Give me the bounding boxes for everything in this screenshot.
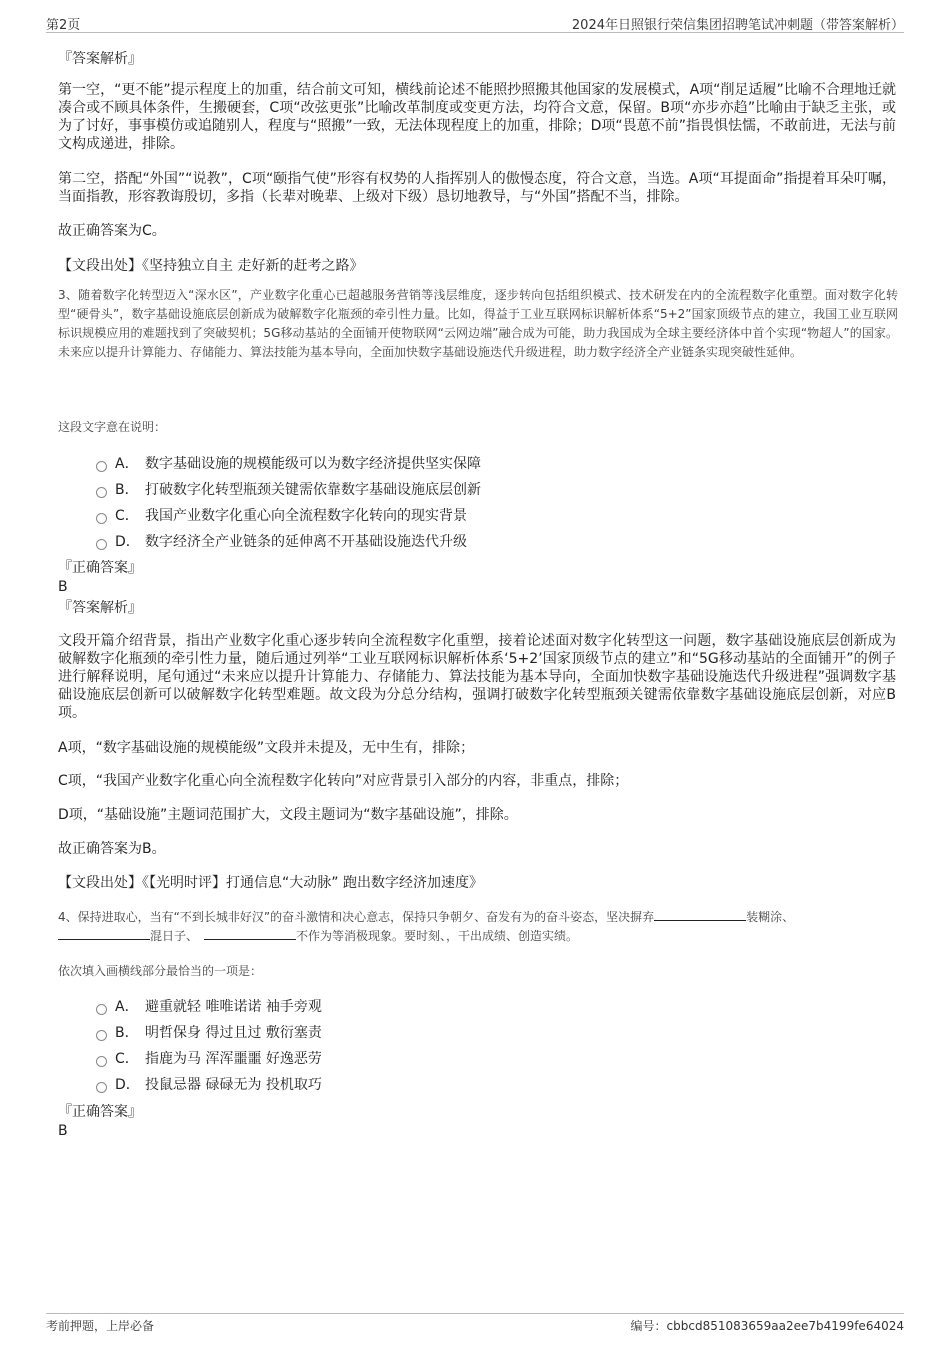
question-3-option-c[interactable]: C． 我国产业数字化重心向全流程数字化转向的现实背景 — [96, 507, 467, 525]
analysis-paragraph: 文段开篇介绍背景，指出产业数字化重心逐步转向全流程数字化重塑，接着论述面对数字化转型这一问题，数字基础设施底层创新成为破解数字化瓶颈的牵引性力量，随后通过列举“工业互联网标识解析体系‘5+2’国家顶级节点的建立”和“5G移动基站的全面铺开”的例子进行解释说明，尾句通过“未来应以提升计算能力、存储能力、算法技能为基本导向，全面加快数字基础设施迭代升级进程”强调数字基础设施底层创新可以破解数字化转型难题。故文段为分总分结构，强调打破数字化转型瓶颈关键需依靠数字基础设施底层创新，对应B项。 — [58, 633, 896, 721]
question-3-option-d[interactable]: D． 数字经济全产业链条的延伸离不开基础设施迭代升级 — [96, 533, 467, 551]
source-citation: 【文段出处】《坚持独立自主 走好新的赶考之路》 — [58, 258, 364, 274]
radio-button-icon[interactable] — [96, 1004, 107, 1015]
question-3-option-b[interactable]: B． 打破数字化转型瓶颈关键需依靠数字基础设施底层创新 — [96, 481, 481, 499]
answer-value: B — [58, 1123, 68, 1139]
question-4-option-d[interactable]: D． 投鼠忌器 碌碌无为 投机取巧 — [96, 1076, 322, 1094]
footer-slogan: 考前押题，上岸必备 — [46, 1319, 155, 1333]
question-3-prompt: 这段文字意在说明： — [58, 420, 167, 434]
radio-button-icon[interactable] — [96, 487, 107, 498]
question-4-option-b[interactable]: B． 明哲保身 得过且过 敷衍塞责 — [96, 1024, 322, 1042]
source-citation: 【文段出处】《【光明时评】打通信息“大动脉” 跑出数字经济加速度》 — [58, 875, 483, 891]
analysis-paragraph: 第一空，“更不能”提示程度上的加重，结合前文可知，横线前论述不能照抄照搬其他国家的发展模式，A项“削足适履”比喻不合理地迁就凑合或不顾具体条件，生搬硬套，C项“改弦更张”比喻改革制度或变更方法，均符合文意，保留。B项“亦步亦趋”比喻由于缺乏主张，或为了讨好，事事模仿或追随别人，程度与“照搬”一致，无法体现程度上的加重，排除；D项“畏葸不前”指畏惧怯懦，不敢前进，无法与前文构成递进，排除。 — [58, 82, 896, 152]
page-footer — [46, 1313, 904, 1335]
analysis-label: 『答案解析』 — [58, 600, 142, 616]
question-4-prompt: 依次填入画横线部分最恰当的一项是： — [58, 964, 263, 978]
analysis-paragraph: A项，“数字基础设施的规模能级”文段并未提及，无中生有，排除； — [58, 740, 475, 756]
question-4-stem: 4、保持进取心，当有“不到长城非好汉”的奋斗激情和决心意志，保持只争朝夕、奋发有为的奋斗姿态，坚决摒弃 装糊涂、 混日子、 不作为等消极现象。要时刻、，干出成绩、创造实绩。 — [58, 910, 795, 943]
document-id: 编号：cbbcd851083659aa2ee7b4199fe64024 — [630, 1319, 904, 1333]
fill-blank — [204, 927, 296, 940]
radio-button-icon[interactable] — [96, 1030, 107, 1041]
page-number: 第2页 — [46, 18, 81, 33]
radio-button-icon[interactable] — [96, 461, 107, 472]
question-4-option-a[interactable]: A． 避重就轻 唯唯诺诺 袖手旁观 — [96, 998, 322, 1016]
fill-blank — [58, 927, 150, 940]
analysis-paragraph: D项，“基础设施”主题词范围扩大，文段主题词为“数字基础设施”，排除。 — [58, 807, 518, 823]
radio-button-icon[interactable] — [96, 513, 107, 524]
analysis-paragraph: 第二空，搭配“外国”“说教”，C项“颐指气使”形容有权势的人指挥别人的傲慢态度，符合文意，当选。A项“耳提面命”指提着耳朵叮嘱，当面指教，形容教诲殷切，多指（长辈对晚辈、上级对下级）恳切地教导，与“外国”搭配不当，排除。 — [58, 171, 896, 205]
conclusion-text: 故正确答案为C。 — [58, 223, 166, 239]
conclusion-text: 故正确答案为B。 — [58, 841, 166, 857]
question-3-option-a[interactable]: A． 数字基础设施的规模能级可以为数字经济提供坚实保障 — [96, 455, 481, 473]
radio-button-icon[interactable] — [96, 539, 107, 550]
analysis-label: 『答案解析』 — [58, 51, 142, 67]
answer-value: B — [58, 579, 68, 595]
question-3-stem: 3、随着数字化转型迈入“深水区”，产业数字化重心已超越服务营销等浅层维度，逐步转向包括组织模式、技术研发在内的全流程数字化重塑。面对数字化转型“硬骨头”，数字基础设施底层创新成为破解数字化瓶颈的牵引性力量。比如，得益于工业互联网标识解析体系“5+2”国家顶级节点的建立，我国工业互联网标识规模应用的难题找到了突破契机；5G移动基站的全面铺开使物联网“云网边端”融合成为可能，助力我国成为全球主要经济体中首个实现“物超人”的国家。未来应以提升计算能力、存储能力、算法技能为基本导向，全面加快数字基础设施迭代升级进程，助力数字经济全产业链条实现突破性延伸。 — [58, 288, 898, 359]
answer-label: 『正确答案』 — [58, 1104, 142, 1120]
fill-blank — [654, 908, 746, 921]
radio-button-icon[interactable] — [96, 1056, 107, 1067]
answer-label: 『正确答案』 — [58, 560, 142, 576]
analysis-paragraph: C项，“我国产业数字化重心向全流程数字化转向”对应背景引入部分的内容，非重点，排除； — [58, 773, 629, 789]
question-4-option-c[interactable]: C． 指鹿为马 浑浑噩噩 好逸恶劳 — [96, 1050, 322, 1068]
page-header — [46, 14, 904, 33]
radio-button-icon[interactable] — [96, 1082, 107, 1093]
document-title: 2024年日照银行荣信集团招聘笔试冲刺题（带答案解析） — [571, 18, 904, 33]
